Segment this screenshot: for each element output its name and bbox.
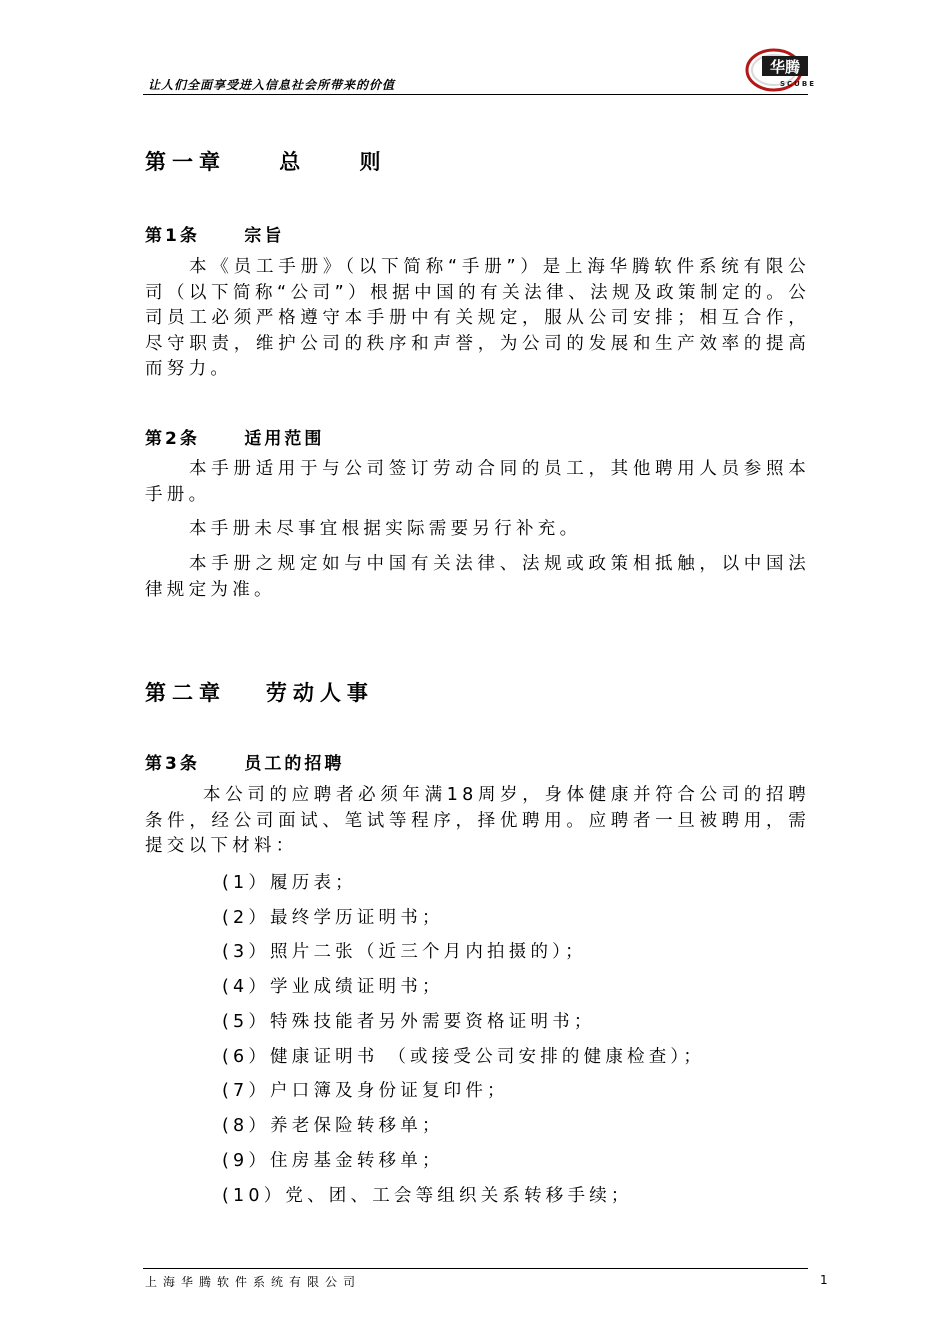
list-item: (5）特殊技能者另外需要资格证明书； [222,1012,596,1032]
list-item: (10）党、团、工会等组织关系转移手续； [222,1186,633,1206]
article-2-paragraph-2: 本手册未尽事宜根据实际需要另行补充。 [189,519,582,539]
header-divider [143,94,808,95]
footer-company-name: 上海华腾软件系统有限公司 [145,1275,362,1289]
company-logo [744,42,828,94]
article-1-text: 本《员工手册》（以下简称“手册”）是上海华腾软件系统有限公司（以下简称“公司”）根据中国的有关法律、法规及政策制定的。公司员工必须严格遵守本手册中有关规定，服从公司安排；相互合作，尽守职责，维护公司的秩序和声誉，为公司的发展和生产效率的提高而努力。 [145,257,810,379]
header-slogan: 让人们全面享受进入信息社会所带来的价值 [148,78,396,92]
list-item: (9）住房基金转移单； [222,1151,444,1171]
article-1-heading: 第1条 宗旨 [145,226,285,246]
logo-subtext: SCUBE [780,80,816,88]
list-item: (7）户口簿及身份证复印件； [222,1081,509,1101]
article-3-heading: 第3条 员工的招聘 [145,754,345,774]
list-item: (2）最终学历证明书； [222,908,444,928]
article-2-paragraph-1: 本手册适用于与公司签订劳动合同的员工，其他聘用人员参照本手册。 [145,459,810,505]
list-item: (1）履历表； [222,873,357,893]
list-item: (8）养老保险转移单； [222,1116,444,1136]
footer-divider [143,1268,808,1269]
article-2-paragraph-3: 本手册之规定如与中国有关法律、法规或政策相抵触，以中国法律规定为准。 [145,554,810,600]
chapter-1-title: 第一章 总 则 [145,150,387,174]
logo-text: 华腾 [769,58,801,76]
list-item: (4）学业成绩证明书； [222,977,444,997]
page-number: 1 [820,1273,828,1287]
list-item: (3）照片二张（近三个月内拍摄的）； [222,942,587,962]
article-2-heading: 第2条 适用范围 [145,429,325,449]
article-3-text: 本公司的应聘者必须年满18周岁，身体健康并符合公司的招聘条件，经公司面试、笔试等程序，择优聘用。应聘者一旦被聘用，需提交以下材料： [145,785,810,856]
chapter-2-title: 第二章 劳动人事 [145,681,374,705]
list-item: (6）健康证明书 （或接受公司安排的健康检查）； [222,1047,706,1067]
